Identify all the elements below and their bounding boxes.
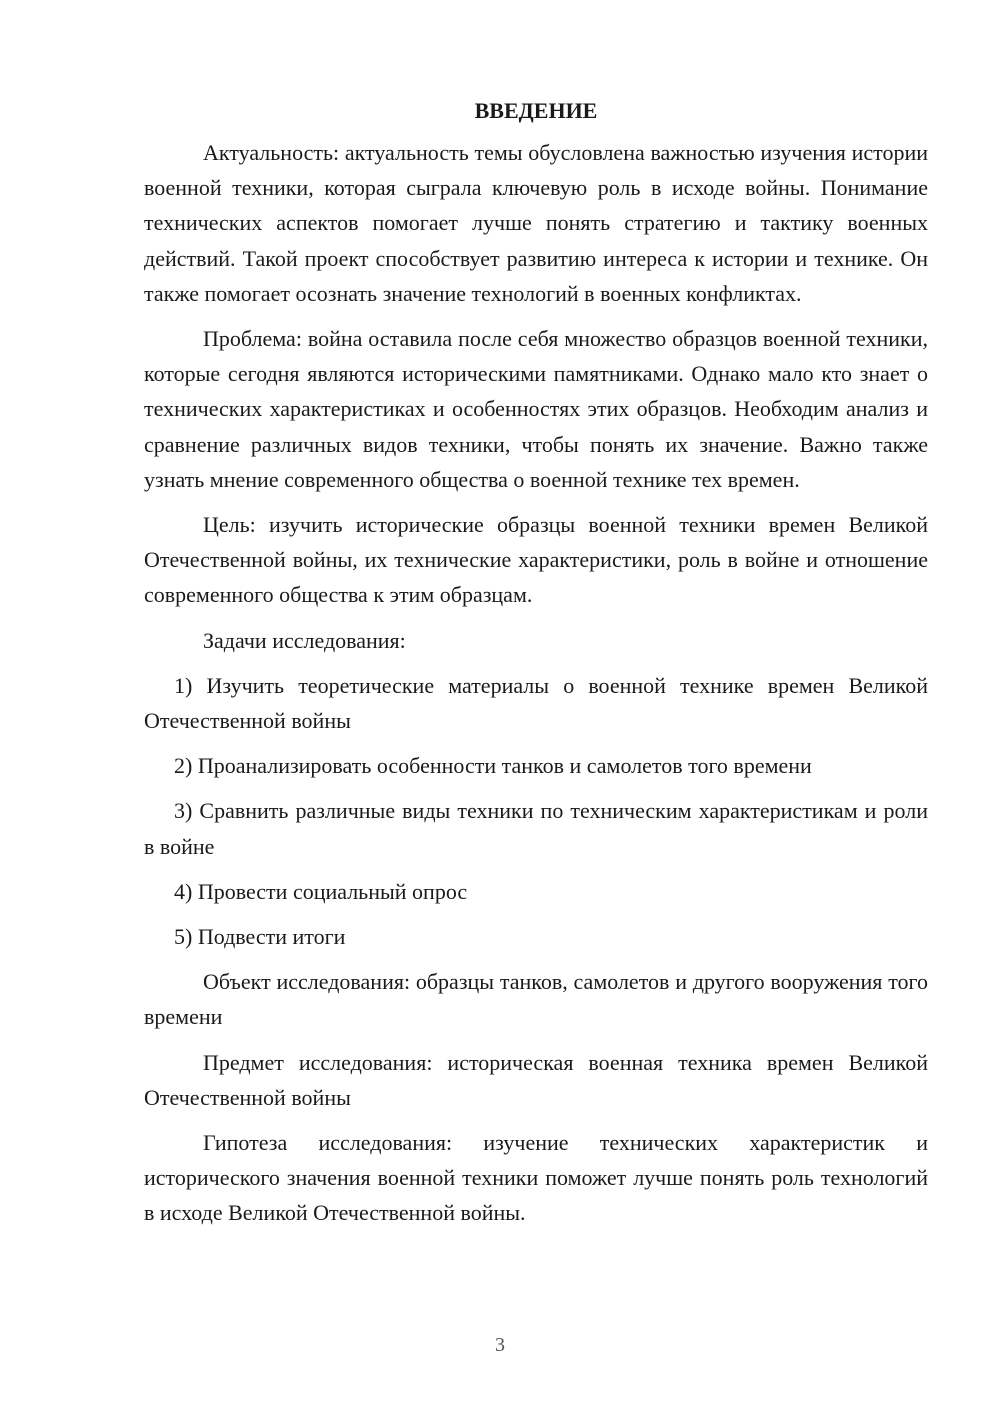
paragraph-hypothesis: Гипотеза исследования: изучение технических характеристик и исторического значения военной техники поможет лучше понять роль технологий в исходе Великой Отечественной войны.	[144, 1130, 928, 1226]
paragraph-subject: Предмет исследования: историческая военная техника времен Великой Отечественной войны	[144, 1049, 928, 1110]
paragraph-problem: Проблема: война оставила после себя множество образцов военной техники, которые сегодня являются историческими памятниками. Однако мало кто знает о технических характеристиках и особенностях этих образцов. Необходим анализ и сравнение различных видов техники, чтобы понять их значение. Важно также узнать мнение современного общества о военной технике тех времен.	[144, 326, 928, 492]
section-title: ВВЕДЕНИЕ	[474, 98, 598, 123]
task-item-5: 5) Подвести итоги	[174, 924, 346, 950]
paragraph-relevance: Актуальность: актуальность темы обусловлена важностью изучения истории военной техники, которая сыграла ключевую роль в исходе войны. Понимание технических аспектов помогает лучше понять стратегию и тактику военных действий. Такой проект способствует развитию интереса к истории и технике. Он также помогает осознать значение технологий в военных конфликтах.	[144, 140, 928, 306]
task-item-1: 1) Изучить теоретические материалы о военной технике времен Великой Отечественной войны	[144, 672, 928, 734]
task-item-3: 3) Сравнить различные виды техники по техническим характеристикам и роли в войне	[144, 798, 928, 859]
task-item-4: 4) Провести социальный опрос	[174, 878, 468, 904]
paragraph-goal: Цель: изучить исторические образцы военной техники времен Великой Отечественной войны, их технические характеристики, роль в войне и отношение современного общества к этим образцам.	[144, 512, 928, 608]
paragraph-object: Объект исследования: образцы танков, самолетов и другого вооружения того времени	[144, 969, 928, 1030]
document-page	[144, 96, 928, 1241]
page-number: 3	[495, 1334, 505, 1356]
paragraph-tasks-heading: Задачи исследования:	[203, 627, 406, 653]
task-item-2: 2) Проанализировать особенности танков и самолетов того времени	[174, 753, 812, 779]
